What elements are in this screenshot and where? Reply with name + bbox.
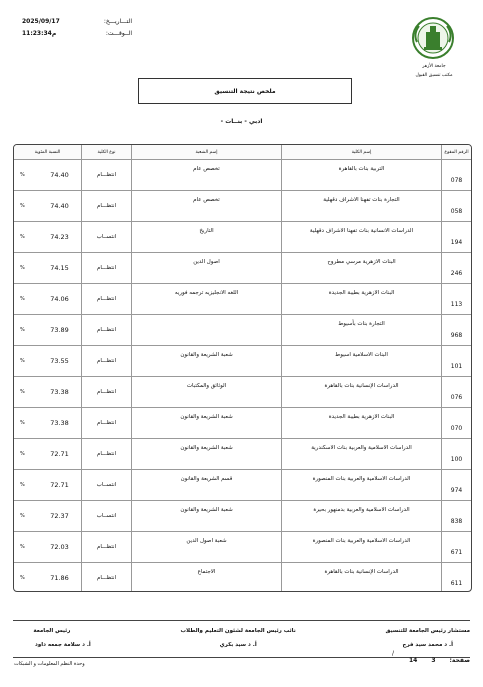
date-label: التـــاريـــخ: — [103, 18, 132, 25]
percent-sign: % — [20, 327, 25, 333]
cell-specialization: قسم الشريعة والقانون — [131, 470, 281, 500]
percent-value: 74.23 — [50, 233, 69, 241]
cell-college: البنات الازهرية بطيبة الجديدة — [281, 408, 441, 438]
cell-type: انتســاب — [81, 501, 131, 531]
time-label: الــوقـــت: — [105, 30, 132, 37]
azhar-logo-icon — [411, 16, 455, 60]
footer-unit: وحدة النظم المعلومات و الشبكات — [14, 661, 85, 667]
cell-percent — [14, 191, 81, 221]
cell-college: البنات الاسلامية اسيوط — [281, 346, 441, 376]
table-row — [14, 501, 471, 532]
page-indicator — [409, 657, 470, 664]
date-time-block — [22, 16, 132, 40]
signature-president — [13, 624, 91, 652]
cell-type: انتظـــام — [81, 439, 131, 469]
cell-code: 100 — [441, 439, 471, 469]
cell-percent — [14, 253, 81, 283]
signature-block — [13, 624, 470, 652]
cell-type: انتظـــام — [81, 377, 131, 407]
percent-value: 72.71 — [50, 450, 69, 458]
cell-specialization: التاريخ — [131, 222, 281, 252]
percent-sign: % — [20, 575, 25, 581]
cell-specialization: شعبة الشريعة والقانون — [131, 408, 281, 438]
time-value: 11:23:34م — [22, 30, 57, 37]
cell-type: انتظـــام — [81, 563, 131, 592]
percent-sign: % — [20, 296, 25, 302]
cell-code: 058 — [441, 191, 471, 221]
cell-percent — [14, 470, 81, 500]
cell-college: التجارة بنات تفهنا الاشراف دقهلية — [281, 191, 441, 221]
cell-college: الدراسات الاسلامية والعربية بدمنهور بحيرة — [281, 501, 441, 531]
cell-code: 194 — [441, 222, 471, 252]
cell-percent — [14, 563, 81, 592]
results-table — [13, 144, 472, 592]
table-row — [14, 408, 471, 439]
page-total: 14 — [408, 657, 418, 664]
table-row — [14, 191, 471, 222]
cell-specialization: اصول الدين — [131, 253, 281, 283]
signature-title: مستشار رئيس الجامعة للتنسيق — [385, 628, 470, 634]
percent-sign: % — [20, 172, 25, 178]
cell-college: الدراسات الاسلامية والعربية بنات الاسكندرية — [281, 439, 441, 469]
page-label: صفحة: — [449, 657, 470, 664]
percent-sign: % — [20, 203, 25, 209]
cell-code: 246 — [441, 253, 471, 283]
header-specialization: إسم الشعبة — [131, 145, 281, 159]
cell-type: انتظـــام — [81, 532, 131, 562]
cell-percent — [14, 408, 81, 438]
table-row — [14, 222, 471, 253]
percent-value: 74.40 — [50, 171, 69, 179]
cell-specialization: تخصص عام — [131, 191, 281, 221]
cell-specialization: اللغه الانجليزيه ترجمه فوريه — [131, 284, 281, 314]
cell-percent — [14, 315, 81, 345]
header-percent: النسبة المئوية — [34, 149, 61, 155]
signature-title: نائب رئيس الجامعة لشئون التعليم والطلاب — [180, 628, 296, 634]
cell-type: انتســاب — [81, 470, 131, 500]
cell-college: التربية بنات بالقاهرة — [281, 160, 441, 190]
signature-name: أ. د سلامة جمعه داود — [35, 642, 91, 648]
cell-type: انتظـــام — [81, 315, 131, 345]
signature-title: رئيس الجامعة — [33, 628, 71, 634]
cell-college: الدراسات الاسلامية والعربية بنات المنصورة — [281, 470, 441, 500]
percent-value: 72.03 — [50, 543, 69, 551]
cell-code: 113 — [441, 284, 471, 314]
cell-type: انتظـــام — [81, 408, 131, 438]
cell-college: الدراسات الإنسانية بنات بالقاهرة — [281, 377, 441, 407]
percent-sign: % — [20, 234, 25, 240]
cell-college: الدراسات الاسلامية والعربية بنات المنصورة — [281, 532, 441, 562]
percent-value: 72.37 — [50, 512, 69, 520]
university-caption — [399, 62, 469, 80]
percent-sign: % — [20, 544, 25, 550]
cell-code: 076 — [441, 377, 471, 407]
page-slash: / — [392, 650, 395, 657]
percent-value: 71.86 — [50, 574, 69, 582]
percent-sign: % — [20, 389, 25, 395]
cell-college: الدراسات الانسانية بنات تفهنا الاشراف دقهلية — [281, 222, 441, 252]
cell-percent — [14, 284, 81, 314]
cell-specialization: شعبة الشريعة والقانون — [131, 439, 281, 469]
cell-type: انتظـــام — [81, 160, 131, 190]
cell-code: 611 — [441, 563, 471, 592]
table-row — [14, 160, 471, 191]
signature-name: أ. د سيد بكري — [219, 642, 257, 648]
report-subtitle: - ادبي - بنــات — [220, 118, 263, 125]
table-row — [14, 439, 471, 470]
signature-coordination — [386, 624, 471, 652]
cell-type: انتظـــام — [81, 284, 131, 314]
cell-percent — [14, 160, 81, 190]
cell-specialization: تخصص عام — [131, 160, 281, 190]
report-title: ملخص نتيجة التنسيق — [138, 78, 352, 104]
page-current: 3 — [431, 657, 436, 664]
percent-value: 73.38 — [50, 419, 69, 427]
cell-code: 968 — [441, 315, 471, 345]
percent-sign: % — [20, 420, 25, 426]
table-row — [14, 346, 471, 377]
cell-specialization: شعبة الشريعة والقانون — [131, 346, 281, 376]
cell-type: انتظـــام — [81, 191, 131, 221]
signature-divider — [13, 620, 470, 621]
percent-sign: % — [20, 451, 25, 457]
cell-college: التجارة بنات بأسيوط — [281, 315, 441, 345]
header-code: الرقم المقوع — [441, 145, 471, 159]
cell-college: الدراسات الإنسانية بنات بالقاهرة — [281, 563, 441, 592]
table-row — [14, 377, 471, 408]
table-row — [14, 315, 471, 346]
cell-code: 070 — [441, 408, 471, 438]
cell-type: انتســاب — [81, 222, 131, 252]
cell-code: 101 — [441, 346, 471, 376]
cell-college: البنات الازهرية مرسي مطروح — [281, 253, 441, 283]
cell-type: انتظـــام — [81, 253, 131, 283]
date-value: 2025/09/17 — [22, 18, 60, 25]
cell-percent — [14, 346, 81, 376]
cell-code: 078 — [441, 160, 471, 190]
cell-specialization: الاجتماع — [131, 563, 281, 592]
header-type: نوع الكلية — [81, 145, 131, 159]
cell-specialization — [131, 315, 281, 345]
table-row — [14, 253, 471, 284]
footer-divider — [13, 657, 470, 658]
cell-code: 671 — [441, 532, 471, 562]
university-name: جامعة الأزهر — [422, 64, 446, 69]
table-row — [14, 563, 471, 592]
cell-type: انتظـــام — [81, 346, 131, 376]
cell-percent — [14, 439, 81, 469]
header-college: إسم الكلية — [281, 145, 441, 159]
table-row — [14, 532, 471, 563]
percent-value: 74.06 — [50, 295, 69, 303]
table-row — [14, 470, 471, 501]
signature-vice-president — [181, 624, 296, 652]
cell-specialization: شعبة اصول الدين — [131, 532, 281, 562]
percent-value: 74.15 — [50, 264, 69, 272]
percent-sign: % — [20, 513, 25, 519]
cell-percent — [14, 222, 81, 252]
table-header-row — [14, 145, 471, 160]
cell-percent — [14, 532, 81, 562]
percent-sign: % — [20, 358, 25, 364]
percent-value: 74.40 — [50, 202, 69, 210]
percent-value: 73.89 — [50, 326, 69, 334]
percent-sign: % — [20, 265, 25, 271]
table-row — [14, 284, 471, 315]
percent-value: 73.55 — [50, 357, 69, 365]
percent-value: 72.71 — [50, 481, 69, 489]
cell-specialization: الوثائق والمكتبات — [131, 377, 281, 407]
cell-code: 974 — [441, 470, 471, 500]
cell-college: البنات الازهرية بطيبة الجديدة — [281, 284, 441, 314]
percent-sign: % — [20, 482, 25, 488]
percent-value: 73.38 — [50, 388, 69, 396]
cell-percent — [14, 501, 81, 531]
cell-percent — [14, 377, 81, 407]
office-name: مكتب تنسيق القبول — [415, 73, 453, 78]
cell-code: 838 — [441, 501, 471, 531]
cell-specialization: شعبة الشريعة والقانون — [131, 501, 281, 531]
signature-name: أ. د محمد سيد فرج — [402, 642, 453, 648]
